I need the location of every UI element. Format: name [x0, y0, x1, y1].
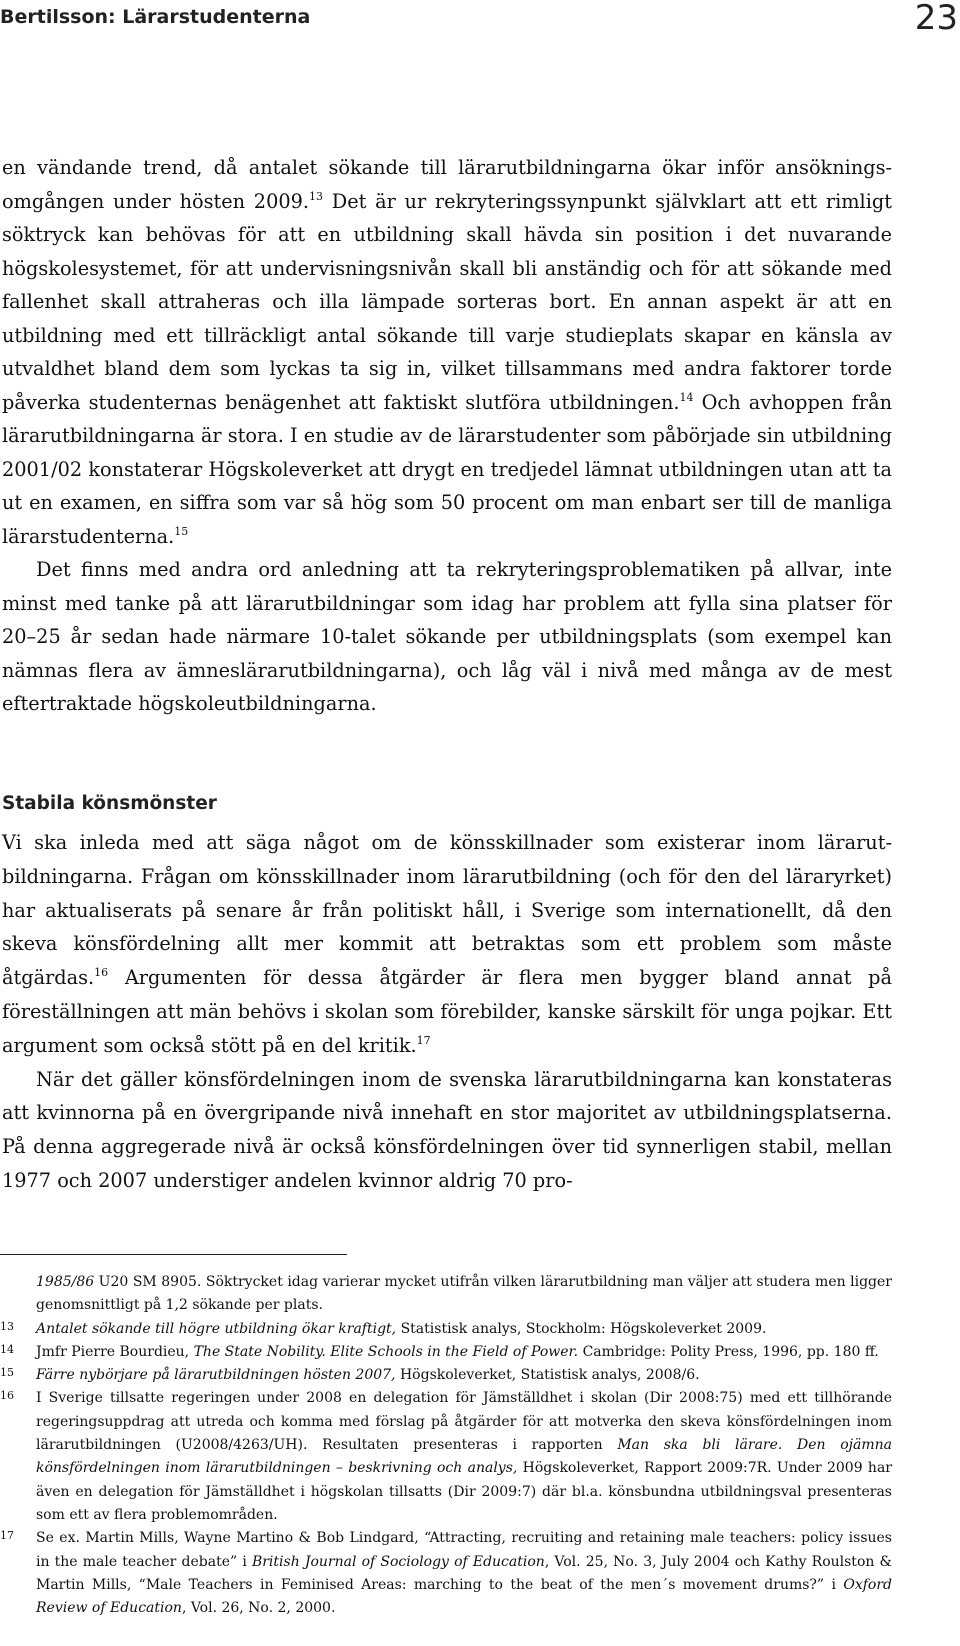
- paragraph: [2, 826, 892, 1063]
- footnote-ref-15[interactable]: 15: [174, 524, 189, 538]
- footnote-continued: [0, 1271, 892, 1318]
- text-run: Det är ur rekryteringssynpunkt självklart att ett rimligt söktryck kan behövas för att en utbildning skall hävda sin position i det nuvarande högskolesystemet, för att undervisningsnivån skall bli anständig och för att sökande med fallenhet skall attraheras och illa lämpade sorteras bort. En annan aspekt är att en utbildning med ett tillräckligt antal sökande till varje studieplats skapar en känsla av utvaldhet bland dem som lyckas ta sig in, vilket tillsammans med andra faktorer torde påverka studenternas benägenhet att faktiskt slutföra utbildningen.: [2, 189, 892, 414]
- text-run: 1985/86: [36, 1274, 95, 1290]
- body-section-2: [2, 826, 892, 1198]
- paragraph: När det gäller könsfördelningen inom de svenska lärarutbildningarna kan konstateras att kvinnorna på en övergripande nivå innehaft en stor majoritet av utbildningsplatserna. På denna aggregerade nivå är också könsfördelningen över tid synnerligen stabil, mellan 1977 och 2007 understiger andelen kvinnor aldrig 70 pro-: [2, 1067, 892, 1192]
- text-run: Argumenten för dessa åtgärder är flera men bygger bland annat på föreställningen att män behövs i skolan som förebilder, kanske särskilt för unga pojkar. Ett argument som också stött på en del kritik.: [2, 966, 892, 1057]
- running-head: Bertilsson: Lärarstudenterna: [0, 6, 311, 28]
- footnote-divider: [0, 1254, 347, 1255]
- text-run: Högskoleverket, Rapport 2009:7R. Under 2009 har även en delegation för Jämställdhet i högskolan tillsatts (Dir 2009:7) där bl.a. könsbundna utbildningsval presenteras som ett av flera problemområden.: [36, 1460, 892, 1523]
- text-run: Antalet sökande till högre utbildning ökar kraftigt,: [36, 1320, 397, 1337]
- text-run: Statistisk analys, Stockholm: Högskoleverket 2009.: [396, 1320, 767, 1337]
- text-run: Högskoleverket, Statistisk analys, 2008/6.: [395, 1367, 700, 1384]
- footnote-number: 16: [0, 1389, 14, 1403]
- footnote-number: 15: [0, 1366, 14, 1380]
- text-run: U20 SM 8905. Söktrycket idag varierar mycket utifrån vilken lärarutbildning man väljer att studera men ligger genomsnittligt på 1,2 sökande per plats.: [36, 1274, 892, 1314]
- footnote-number: 13: [0, 1319, 14, 1333]
- text-run: Och avhoppen från lärarutbildningarna är stora. I en studie av de lärarstudenter som påbörjade sin utbildning 2001/02 konstaterar Högskoleverket att drygt en tredjedel lämnat utbildningen utan att ta ut en examen, en siffra som var så hög som 50 procent om man enbart ser till de manliga lärarstudenterna.: [2, 390, 892, 548]
- footnote-17: [0, 1527, 892, 1620]
- footnote-ref-16[interactable]: 16: [94, 966, 109, 980]
- footnote-ref-17[interactable]: 17: [416, 1033, 431, 1047]
- footnote-16: [0, 1387, 892, 1527]
- text-run: Cambridge: Polity Press, 1996, pp. 180 ff.: [578, 1343, 879, 1360]
- footnote-ref-13[interactable]: 13: [309, 189, 324, 203]
- footnote-14: [0, 1341, 892, 1364]
- section-heading: Stabila könsmönster: [2, 793, 217, 814]
- text-run: Färre nybörjare på lärarutbildningen hösten 2007,: [36, 1367, 396, 1384]
- text-run: I Sverige tillsatte regeringen under 2008 en delegation för Jämställdhet i skolan (Dir 2008:75) med ett tillhörande regeringsuppdrag att utreda och komma med förslag på åtgärder för att motverka den skeva könsfördelningen inom lärarutbildningen (U2008/4263/UH). Resultaten presenteras i rapporten: [36, 1390, 892, 1454]
- paragraph: Det finns med andra ord anledning att ta rekryteringsproblematiken på allvar, inte minst med tanke på att lärarutbildningar som idag har problem att fylla sina platser för 20–25 år sedan hade närmare 10-talet sökande per utbildningsplats (som exempel kan nämnas flera av ämneslärarutbildningarna), och låg väl i nivå med många av de mest eftertraktade högskoleutbildningarna.: [2, 558, 892, 715]
- text-run: Jmfr Pierre Bourdieu,: [36, 1343, 194, 1360]
- page-number: 23: [914, 0, 958, 38]
- footnote-15: [0, 1364, 892, 1387]
- text-run: , Vol. 26, No. 2, 2000.: [181, 1600, 336, 1617]
- paragraph: [2, 151, 892, 553]
- footnotes: [0, 1271, 892, 1620]
- text-run: , Vol. 25, No. 3, July 2004 och Kathy Roulston & Martin Mills, “Male Teachers in Feminised Areas: marching to the beat of the men´s movement drums?” i: [36, 1553, 893, 1593]
- footnote-number: 14: [0, 1342, 14, 1356]
- footnote-13: [0, 1318, 892, 1341]
- text-run: Vi ska inleda med att säga något om de könsskillnader som existerar inom lärarutbildningarna. Frågan om könsskillnader inom lärarutbildning (och för den del läraryrket) har aktualiserats på senare år från politiskt håll, i Sverige som internationellt, då den skeva könsfördelning allt mer kommit att betraktas som ett problem som måste åtgärdas.: [2, 831, 892, 990]
- body-section-1: [2, 151, 892, 721]
- page-header: [0, 0, 960, 40]
- text-run: Se ex. Martin Mills, Wayne Martino & Bob Lindgard, “Attracting, recruiting and retaining male teachers: policy issues in the male teacher debate” i: [36, 1530, 892, 1570]
- text-run: British Journal of Sociology of Education: [251, 1553, 545, 1570]
- text-run: Man ska bli lärare. Den ojämna könsfördelningen inom lärarutbildningen – beskrivning och analys,: [36, 1437, 893, 1477]
- text-run: en vändande trend, då antalet sökande till lärarutbildningarna ökar inför ansökningsomgången under hösten 2009.: [2, 156, 892, 213]
- text-run: Oxford Review of Education: [36, 1576, 892, 1617]
- footnote-number: 17: [0, 1529, 14, 1543]
- footnote-ref-14[interactable]: 14: [679, 390, 694, 404]
- text-run: The State Nobility. Elite Schools in the Field of Power.: [193, 1343, 579, 1360]
